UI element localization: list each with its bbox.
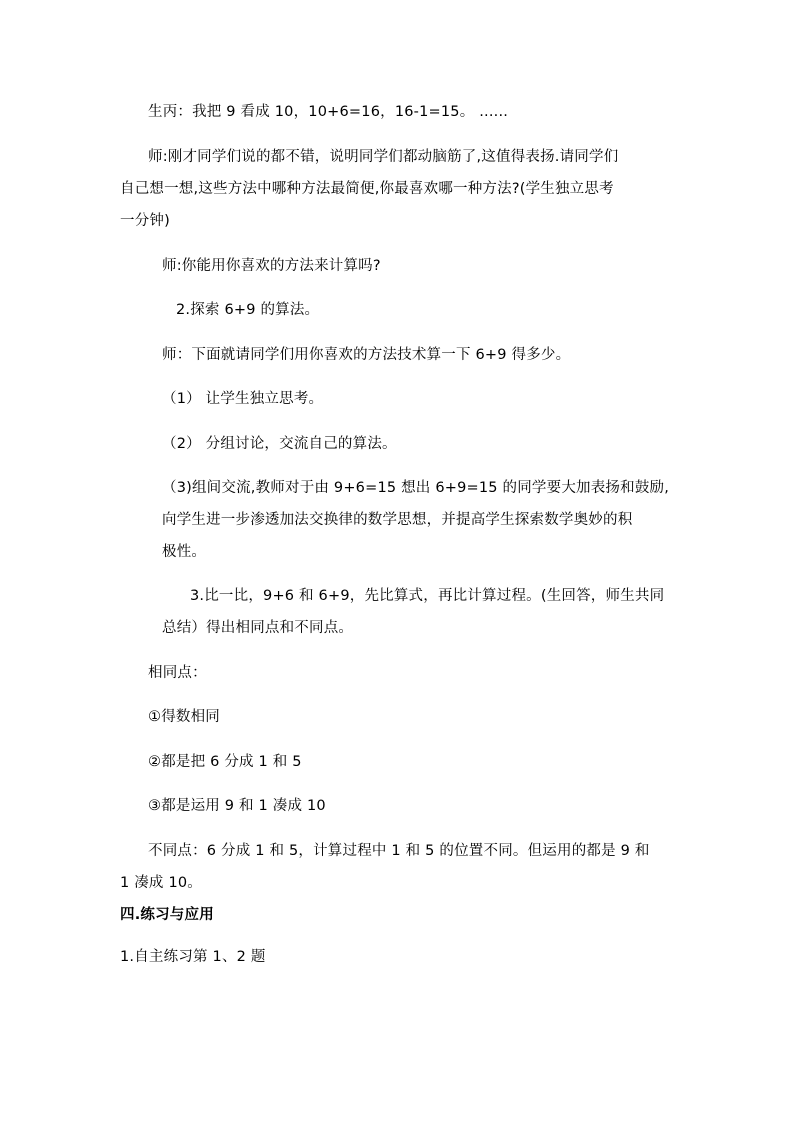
paragraph-line: 极性。: [162, 544, 207, 560]
paragraph-line: 一分钟): [120, 213, 170, 229]
paragraph-line: 师:刚才同学们说的都不错，说明同学们都动脑筋了,这值得表扬.请同学们: [148, 149, 619, 165]
paragraph-line: 1.自主练习第 1、2 题: [120, 949, 266, 965]
section-heading: 3.比一比，9+6 和 6+9，先比算式，再比计算过程。(生回答，师生共同: [190, 588, 665, 604]
paragraph-line: 自己想一想,这些方法中哪种方法最简便,你最喜欢哪一种方法?(学生独立思考: [120, 181, 614, 197]
list-item: （3)组间交流,教师对于由 9+6=15 想出 6+9=15 的同学要大加表扬和鼓励,: [162, 480, 670, 496]
section-heading: 2.探索 6+9 的算法。: [176, 302, 320, 318]
list-item: ①得数相同: [148, 709, 220, 725]
paragraph-line: 1 凑成 10。: [120, 875, 202, 891]
section-heading: 四.练习与应用: [120, 907, 214, 923]
paragraph-line: 师:你能用你喜欢的方法来计算吗?: [162, 258, 381, 274]
paragraph-line: 相同点：: [148, 665, 207, 681]
paragraph-line: 不同点：6 分成 1 和 5，计算过程中 1 和 5 的位置不同。但运用的都是 9 和: [148, 843, 650, 859]
list-item: ③都是运用 9 和 1 凑成 10: [148, 798, 326, 814]
paragraph-line: 向学生进一步渗透加法交换律的数学思想，并提高学生探索数学奥妙的积: [162, 512, 633, 528]
list-item: （1） 让学生独立思考。: [162, 391, 324, 407]
paragraph-line: 师：下面就请同学们用你喜欢的方法技术算一下 6+9 得多少。: [162, 347, 571, 363]
paragraph-line: 生丙：我把 9 看成 10，10+6=16，16-1=15。 ......: [148, 104, 509, 120]
paragraph-line: 总结）得出相同点和不同点。: [162, 620, 354, 636]
list-item: ②都是把 6 分成 1 和 5: [148, 754, 302, 770]
list-item: （2） 分组讨论，交流自己的算法。: [162, 436, 397, 452]
